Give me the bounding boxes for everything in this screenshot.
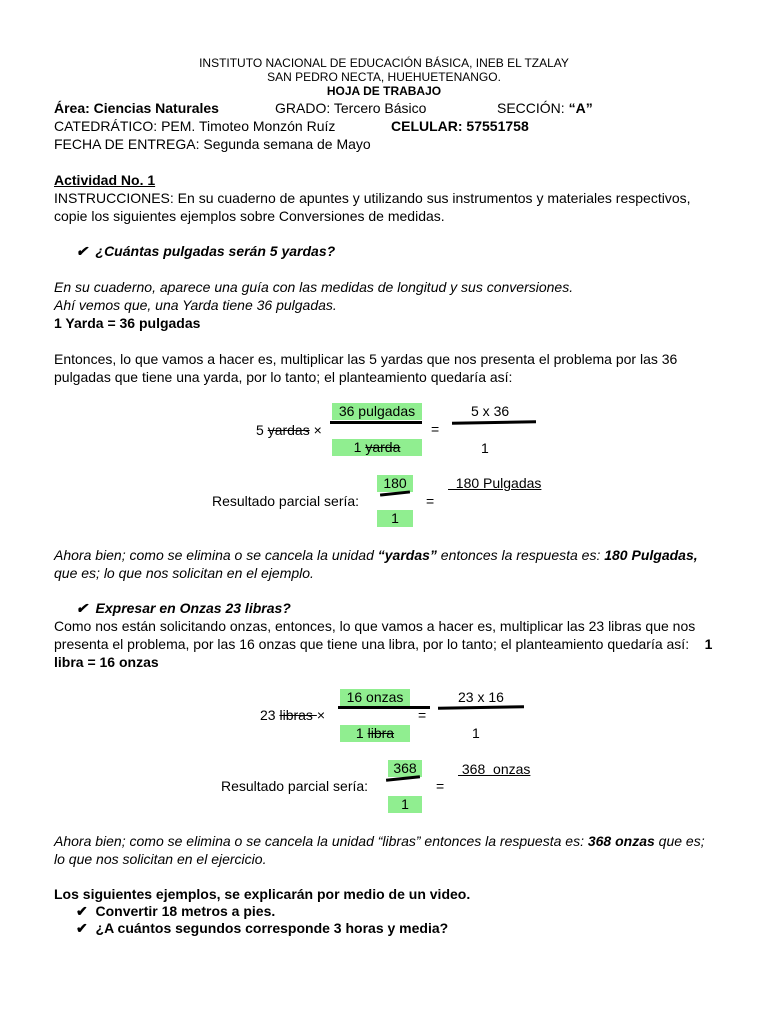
check-icon: ✔ (76, 903, 88, 919)
example1-partial-numerator: 180 (377, 475, 413, 492)
example2-lhs: 23 libras × (260, 707, 326, 723)
video-intro: Los siguientes ejemplos, se explicarán por medio de un video. (54, 886, 471, 902)
example2-partial-numerator: 368 (388, 760, 422, 777)
example1-rhs-numerator: 5 x 36 (471, 403, 510, 419)
example1-question: ✔ ¿Cuántas pulgadas serán 5 yardas? (76, 243, 336, 259)
equals-sign: = (436, 778, 445, 794)
equals-sign: = (426, 493, 435, 509)
example2-explanation: Como nos están solicitando onzas, entonces, lo que vamos a hacer es, multiplicar las 23 libras que nos presenta el problema, por las 16 onzas que tiene una libra, por lo tanto; el planteamiento quedaría así: 1 libra = 16 onzas (54, 618, 713, 670)
check-icon: ✔ (76, 920, 88, 936)
fraction-bar (338, 706, 430, 709)
area-label: Área: Ciencias Naturales (54, 100, 219, 116)
school-name: INSTITUTO NACIONAL DE EDUCACIÓN BÁSICA, INEB EL TZALAY (199, 56, 569, 70)
example2-rhs-numerator: 23 x 16 (458, 689, 504, 705)
example1-partial-result: 180 Pulgadas (448, 475, 542, 491)
example2-partial-denominator: 1 (388, 796, 422, 813)
grado-label: GRADO: Tercero Básico (275, 100, 427, 116)
instructions: INSTRUCCIONES: En su cuaderno de apuntes y utilizando sus instrumentos y materiales respectivos, copie los siguientes ejemplos sobre Conversiones de medidas. (54, 190, 691, 224)
school-location: SAN PEDRO NECTA, HUEHUETENANGO. (267, 70, 501, 84)
seccion-value: “A” (568, 100, 593, 116)
example2-partial-label: Resultado parcial sería: (221, 778, 369, 794)
example2-rhs-denominator: 1 (472, 725, 480, 741)
example1-denominator-box: 1 yarda (332, 439, 422, 456)
fraction-bar (452, 420, 536, 424)
example1-lhs: 5 yardas × (256, 422, 322, 438)
celular-label: CELULAR: 57551758 (391, 118, 529, 134)
video-item: ✔ Convertir 18 metros a pies. (76, 903, 276, 919)
example1-guide1: En su cuaderno, aparece una guía con las medidas de longitud y sus conversiones. (54, 279, 574, 295)
example1-equivalence: 1 Yarda = 36 pulgadas (54, 315, 201, 331)
equals-sign: = (431, 421, 440, 437)
example1-partial-denominator: 1 (377, 510, 413, 527)
example2-equivalence: 1 libra = 16 onzas (54, 636, 713, 670)
example1-partial-label: Resultado parcial sería: (212, 493, 360, 509)
example2-partial-result: 368 onzas (458, 761, 531, 777)
example2-question: ✔ Expresar en Onzas 23 libras? (76, 600, 291, 616)
video-item: ✔ ¿A cuántos segundos corresponde 3 horas y media? (76, 920, 449, 936)
equals-sign: = (418, 707, 427, 723)
fraction-bar (330, 421, 422, 424)
example1-guide2: Ahí vemos que, una Yarda tiene 36 pulgadas. (54, 297, 337, 313)
fraction-bar (438, 705, 524, 710)
check-icon: ✔ (76, 243, 88, 259)
example2-conclusion: Ahora bien; como se elimina o se cancela la unidad “libras” entonces la respuesta es: 368 onzas que es; lo que nos solicitan en el ejercicio. (54, 833, 705, 867)
example1-numerator-box: 36 pulgadas (332, 403, 422, 420)
check-icon: ✔ (76, 600, 88, 616)
example1-conclusion: Ahora bien; como se elimina o se cancela la unidad “yardas” entonces la respuesta es: 180 Pulgadas, que es; lo que nos solicitan en el ejemplo. (54, 547, 698, 581)
fecha-entrega: FECHA DE ENTREGA: Segunda semana de Mayo (54, 136, 371, 152)
example2-denominator-box: 1 libra (340, 725, 410, 742)
example2-numerator-box: 16 onzas (340, 689, 410, 706)
seccion-label: SECCIÓN: “A” (497, 100, 593, 116)
activity-title: Actividad No. 1 (54, 172, 156, 188)
document-title: HOJA DE TRABAJO (326, 84, 442, 98)
catedratico-label: CATEDRÁTICO: PEM. Timoteo Monzón Ruíz (54, 118, 336, 134)
example1-explanation: Entonces, lo que vamos a hacer es, multiplicar las 5 yardas que nos presenta el problema por las 36 pulgadas que tiene una yarda, por lo tanto; el planteamiento quedaría así: (54, 351, 678, 385)
example1-rhs-denominator: 1 (481, 440, 489, 456)
